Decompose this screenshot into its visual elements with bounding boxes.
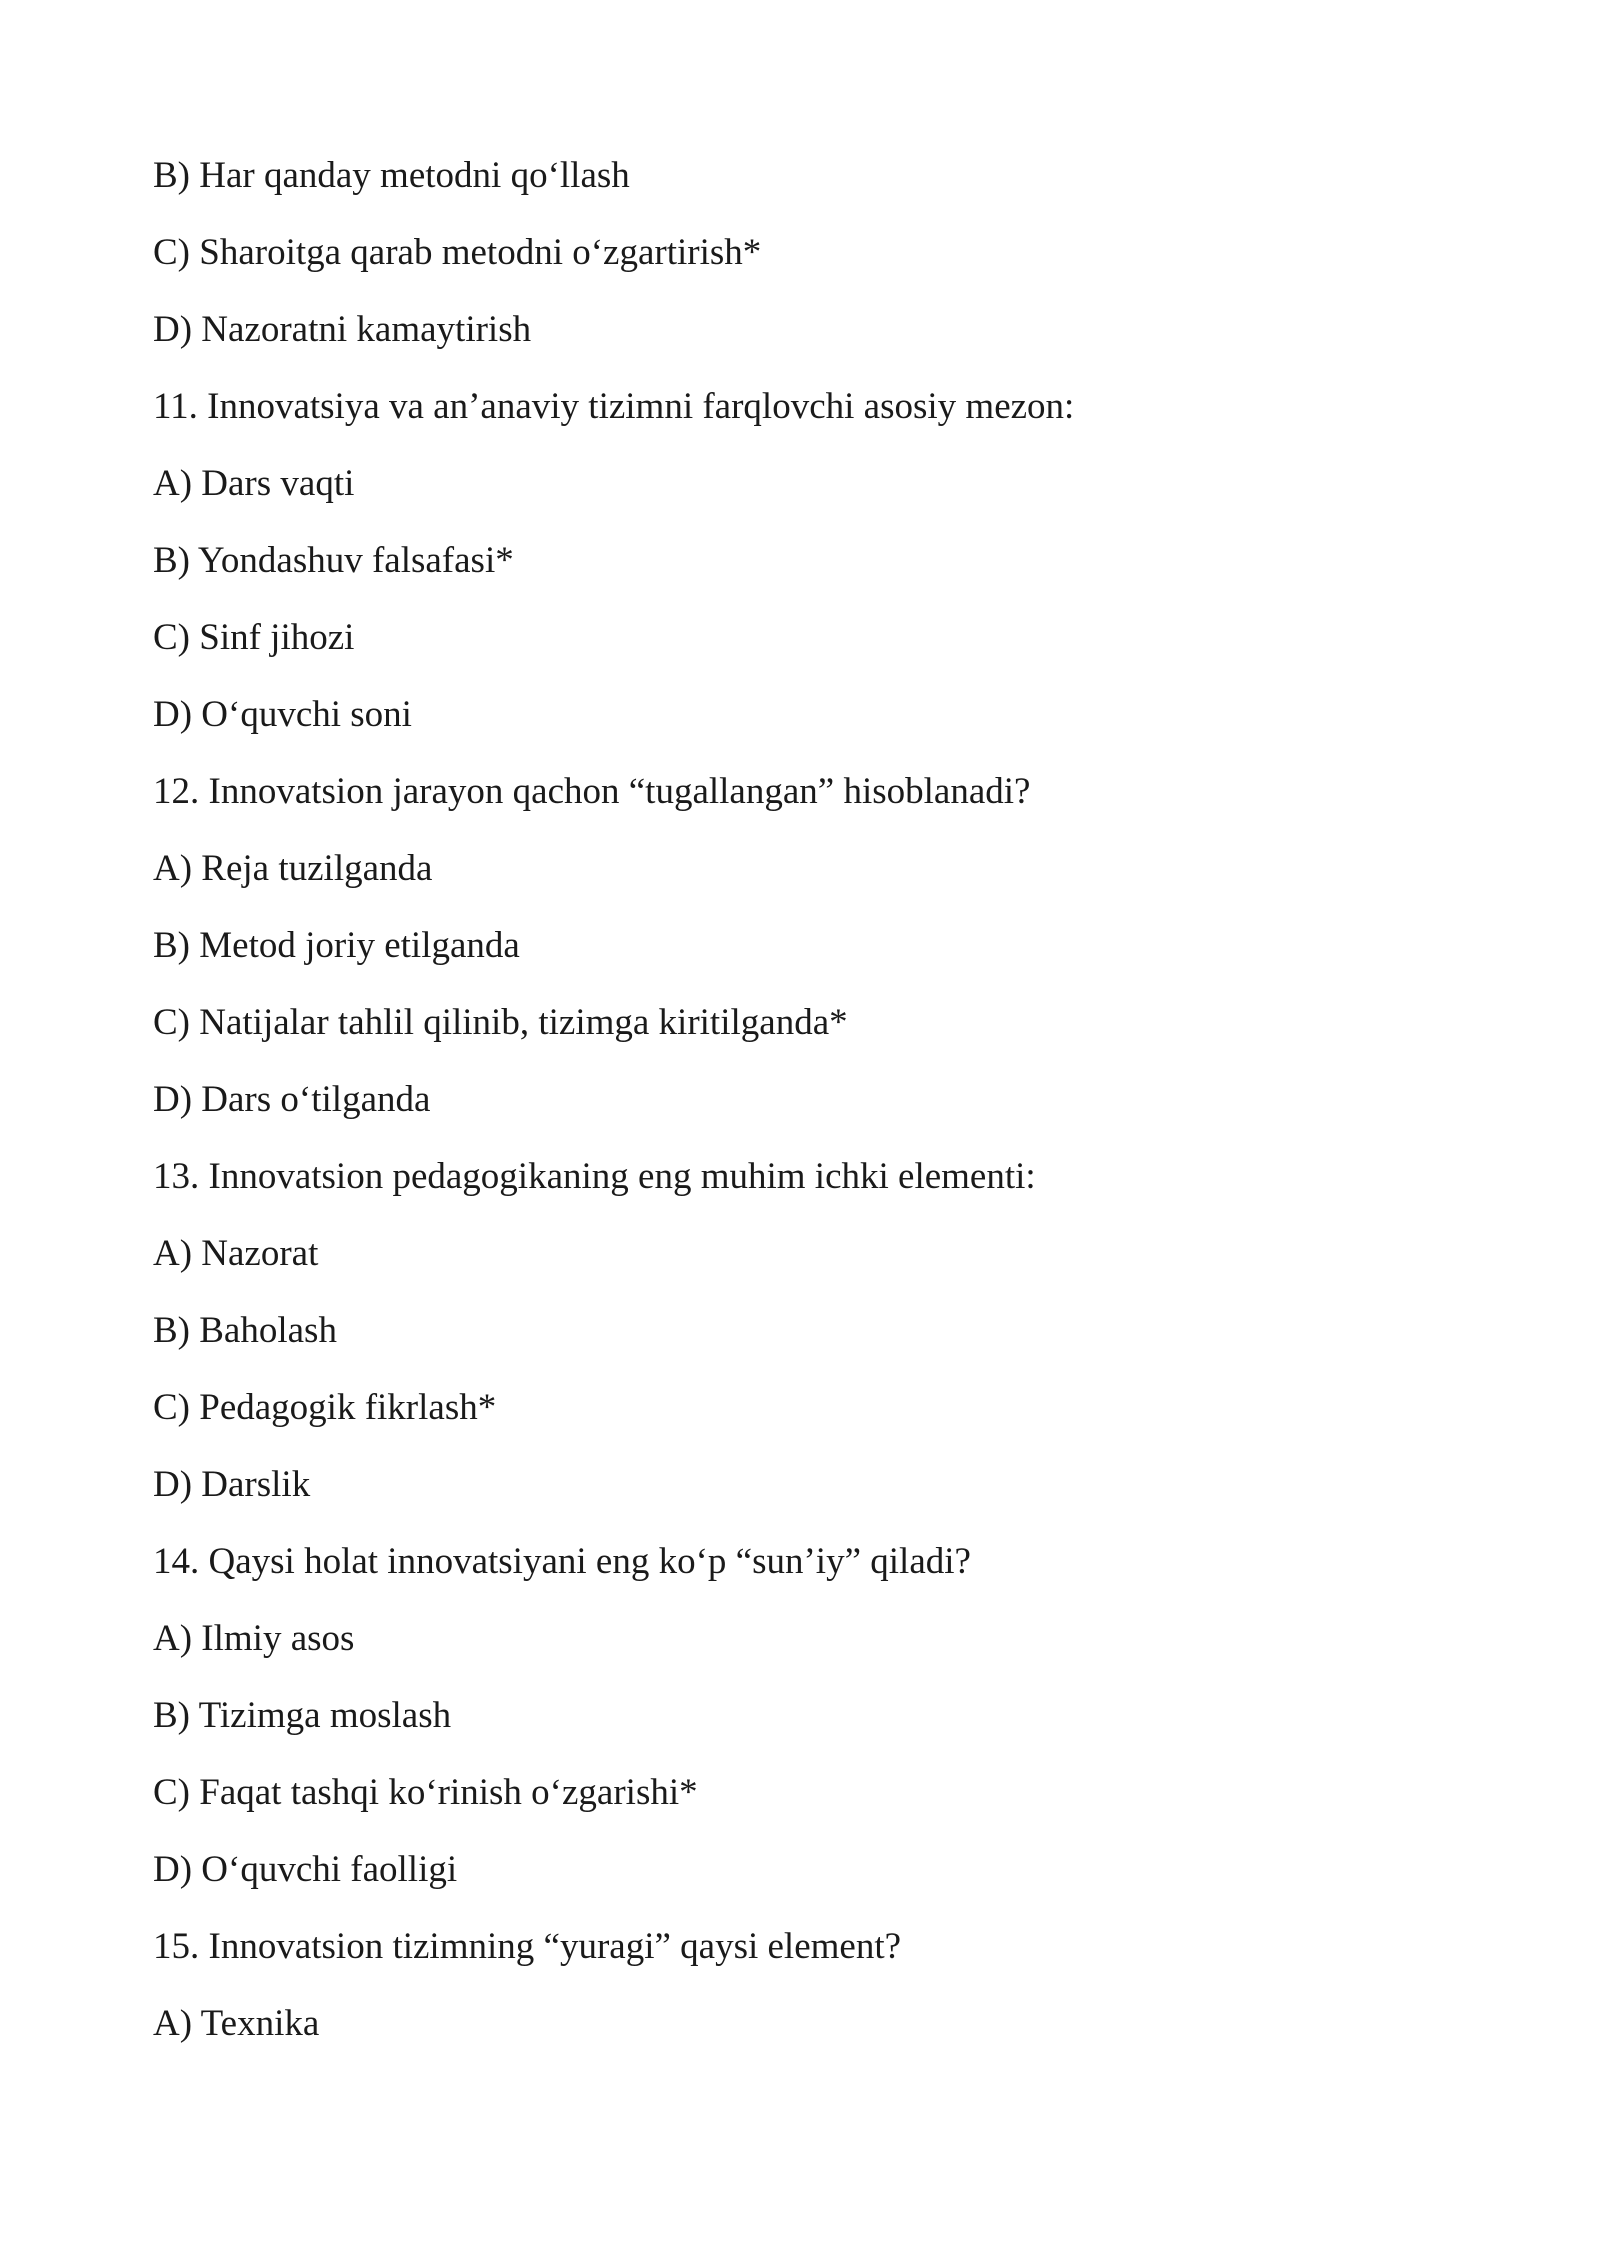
answer-option: A) Reja tuzilganda: [153, 848, 433, 889]
answer-option: C) Sinf jihozi: [153, 617, 355, 658]
answer-option: B) Har qanday metodni qo‘llash: [153, 155, 630, 196]
answer-option: D) Nazoratni kamaytirish: [153, 309, 532, 350]
quiz-text: [153, 150, 1453, 2075]
answer-option: A) Dars vaqti: [153, 463, 355, 504]
answer-option: B) Metod joriy etilganda: [153, 925, 520, 966]
answer-option: C) Pedagogik fikrlash*: [153, 1387, 497, 1428]
answer-option: B) Tizimga moslash: [153, 1695, 452, 1736]
question-14: 14. Qaysi holat innovatsiyani eng ko‘p “sun’iy” qiladi?: [153, 1541, 971, 1582]
answer-option: D) Darslik: [153, 1464, 311, 1505]
answer-option: D) Dars o‘tilganda: [153, 1079, 431, 1120]
answer-option: A) Ilmiy asos: [153, 1618, 355, 1659]
question-12: 12. Innovatsion jarayon qachon “tugallangan” hisoblanadi?: [153, 771, 1031, 812]
answer-option: D) O‘quvchi faolligi: [153, 1849, 458, 1890]
answer-option: C) Natijalar tahlil qilinib, tizimga kiritilganda*: [153, 1002, 848, 1043]
answer-option: C) Faqat tashqi ko‘rinish o‘zgarishi*: [153, 1772, 698, 1813]
answer-option: B) Baholash: [153, 1310, 337, 1351]
question-13: 13. Innovatsion pedagogikaning eng muhim ichki elementi:: [153, 1156, 1036, 1197]
question-15: 15. Innovatsion tizimning “yuragi” qaysi element?: [153, 1926, 902, 1967]
question-11: 11. Innovatsiya va an’anaviy tizimni farqlovchi asosiy mezon:: [153, 386, 1075, 427]
answer-option: C) Sharoitga qarab metodni o‘zgartirish*: [153, 232, 762, 273]
answer-option: B) Yondashuv falsafasi*: [153, 540, 514, 581]
answer-option: A) Texnika: [153, 2003, 320, 2044]
answer-option: D) O‘quvchi soni: [153, 694, 412, 735]
answer-option: A) Nazorat: [153, 1233, 319, 1274]
